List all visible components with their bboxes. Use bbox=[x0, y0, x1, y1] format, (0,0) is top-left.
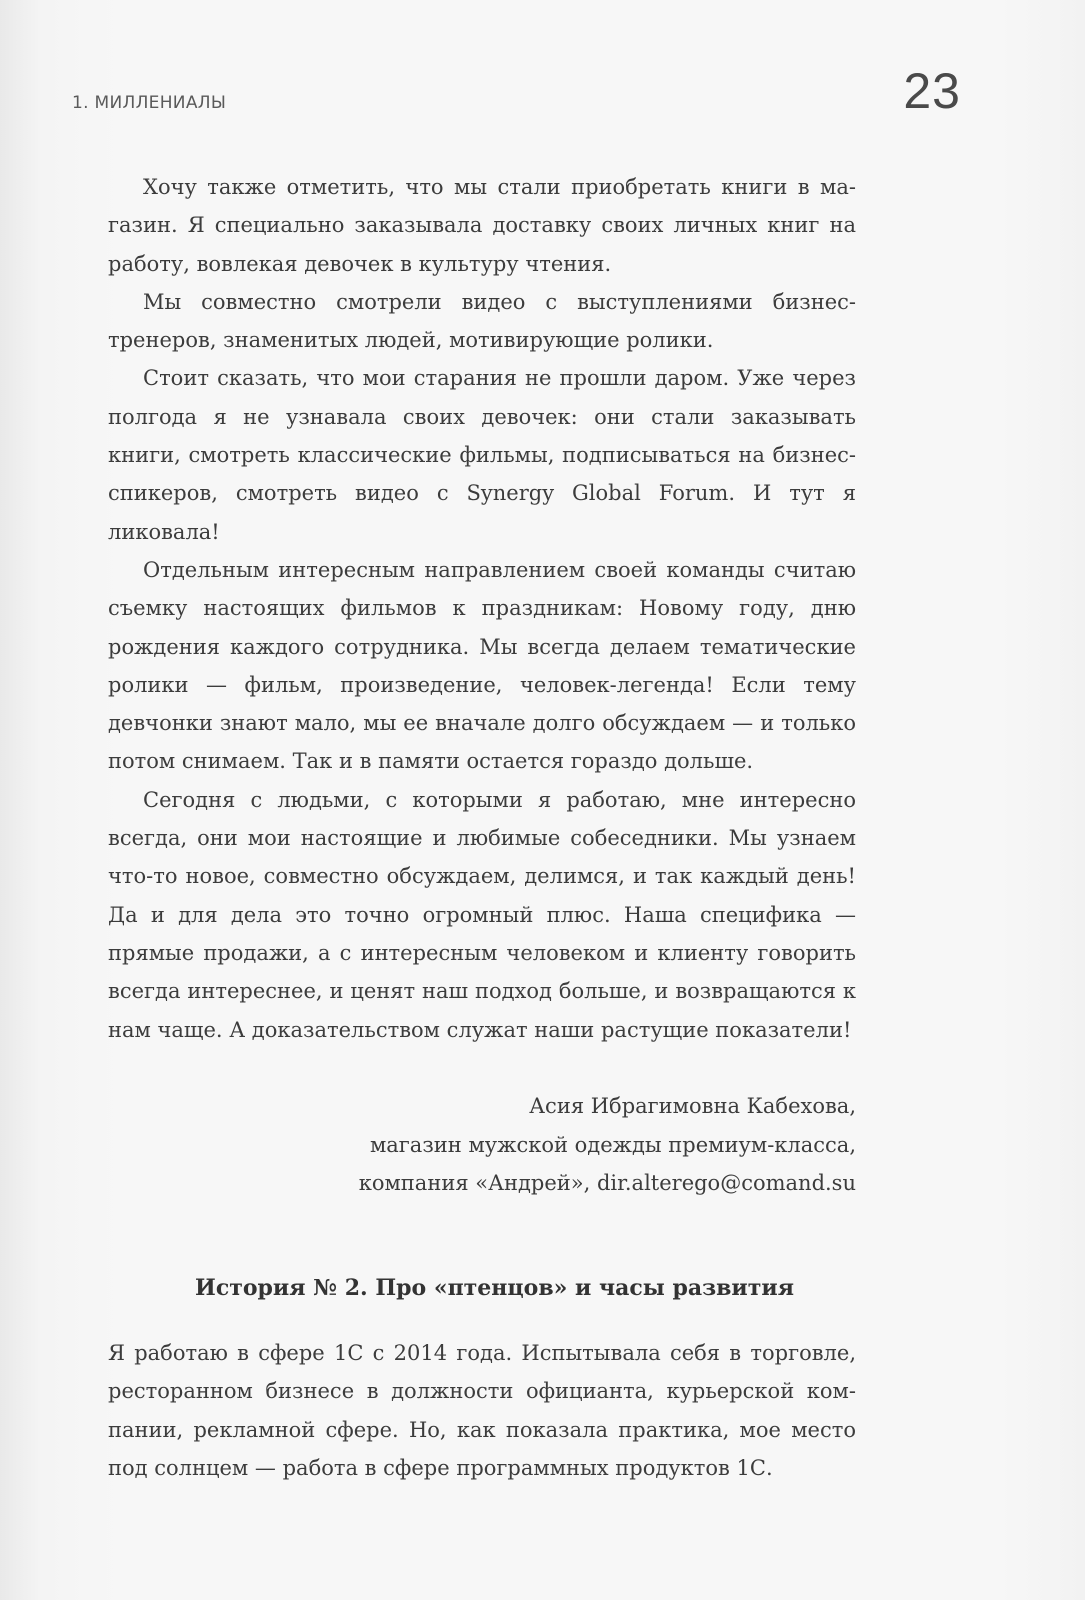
section-title: История № 2. Про «птенцов» и часы развития bbox=[195, 1275, 794, 1301]
paragraph: Стоит сказать, что мои старания не прошли даром. Уже через полгода я не узнавала своих девочек: они стали заказывать книги, смотреть классические фильмы, подписываться на бизнес-спикеров, смотреть видео с Synergy Global Forum. И тут я ликовала! bbox=[108, 366, 856, 544]
running-head: 1. МИЛЛЕНИАЛЫ bbox=[72, 93, 227, 113]
body-text bbox=[108, 168, 856, 1049]
paragraph: Я работаю в сфере 1С с 2014 года. Испытывала себя в торговле, ресторанном бизнесе в должности официанта, курьерской компании, рекламной сфере. Но, как показала практика, мое место под солнцем — работа в сфере программных продуктов 1С. bbox=[108, 1341, 856, 1480]
page-number: 23 bbox=[903, 63, 961, 119]
section-body bbox=[108, 1334, 856, 1487]
paragraph: Хочу также отметить, что мы стали приобретать книги в магазин. Я специально заказывала доставку своих личных книг на работу, вовлекая девочек в культуру чтения. bbox=[108, 175, 856, 276]
paragraph: Отдельным интересным направлением своей команды считаю съемку настоящих фильмов к праздникам: Новому году, дню рождения каждого сотрудника. Мы всегда делаем тематические ролики — фильм, произведение, человек-легенда! Если тему девчонки знают мало, мы ее вначале долго обсуждаем — и только потом снимаем. Так и в памяти остается гораздо дольше. bbox=[108, 557, 856, 774]
signature-position: магазин мужской одежды премиум-класса, bbox=[369, 1132, 856, 1157]
signature-company: компания «Андрей», dir.alterego@comand.su bbox=[358, 1171, 856, 1195]
signature-block bbox=[359, 1087, 856, 1203]
paragraph: Сегодня с людьми, с которыми я работаю, мне интересно всегда, они мои настоящие и любимые собеседники. Мы узнаем что-то новое, совместно обсуждаем, делимся, и так каждый день! Да и для дела это точно огромный плюс. Наша специфика — прямые продажи, а с интересным человеком и клиенту говорить всегда интереснее, и ценят наш подход больше, и возвращаются к нам чаще. А доказательством служат наши растущие показатели! bbox=[108, 787, 856, 1042]
paragraph: Мы совместно смотрели видео с выступлениями бизнес-тренеров, знаменитых людей, мотивирующие ролики. bbox=[108, 289, 856, 353]
signature-name: Асия Ибрагимовна Кабехова, bbox=[529, 1094, 856, 1118]
